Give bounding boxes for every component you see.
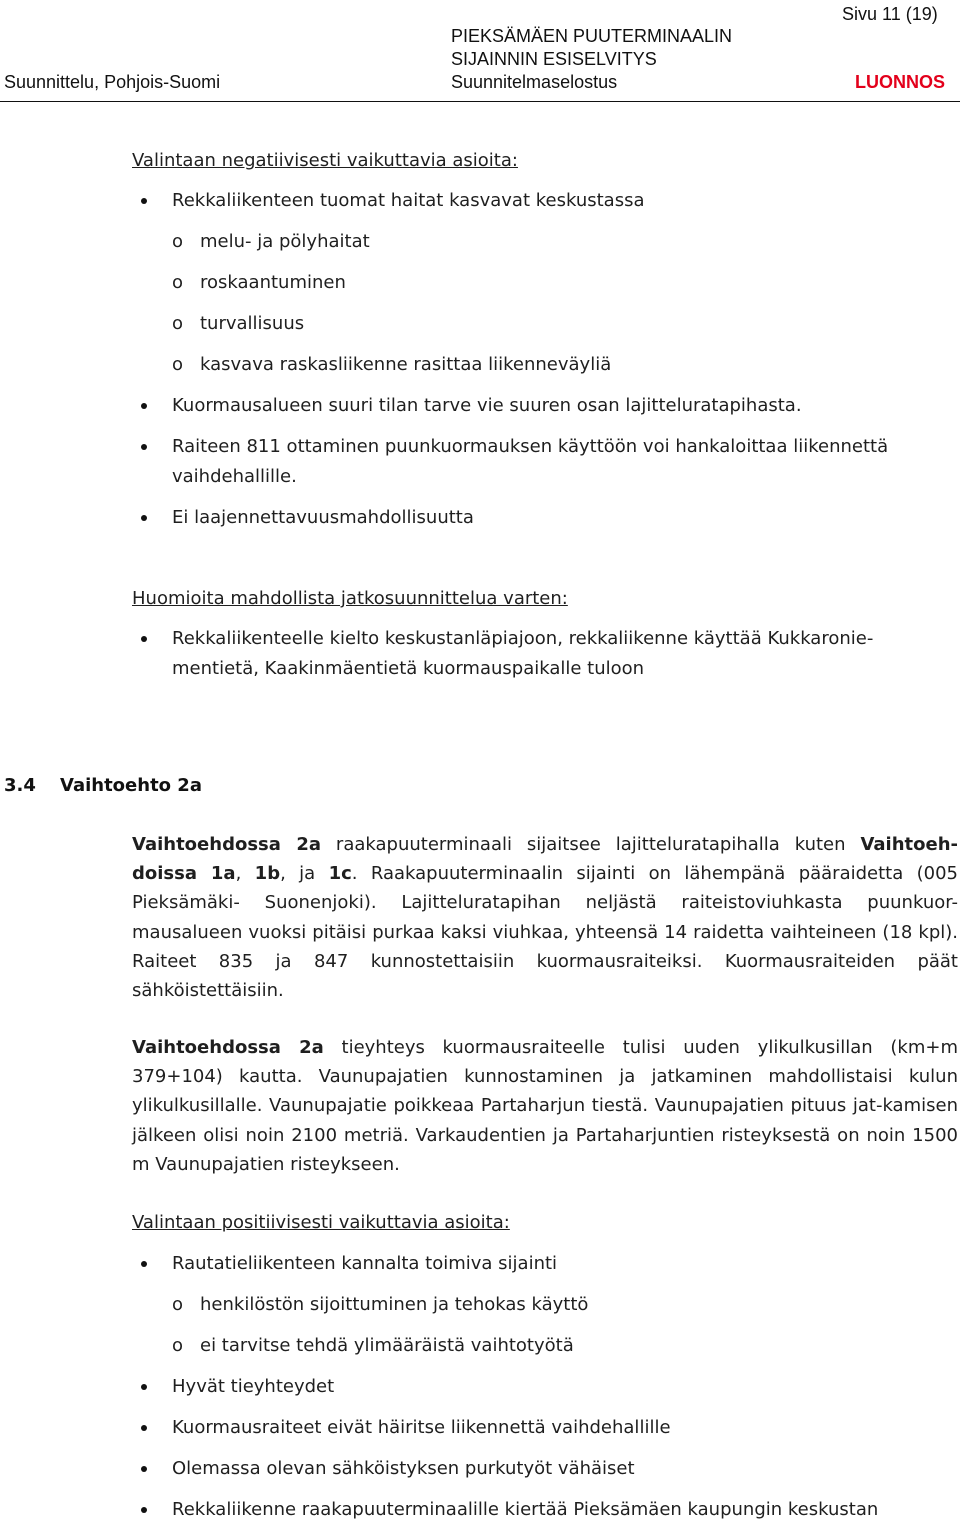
sub-bullet-icon: o bbox=[172, 1335, 184, 1356]
emphasis: Vaihtoehdossa 2a bbox=[132, 1037, 324, 1058]
sub-list-item: melu- ja pölyhaitat bbox=[200, 231, 370, 252]
page-number: Sivu 11 (19) bbox=[842, 4, 938, 24]
sub-list-item: kasvava raskasliikenne rasittaa liikenneväyliä bbox=[200, 354, 612, 375]
list-item: Olemassa olevan sähköistyksen purkutyöt vähäiset bbox=[172, 1458, 635, 1479]
list-item-continuation: mentietä, Kaakinmäentietä kuormauspaikalle tuloon bbox=[172, 658, 645, 679]
text-run: tieyhteys kuormausraiteelle tulisi uuden ylikulkusillan (km+m 379+104) kautta. Vaunupajatien kunnostaminen ja jatkaminen mahdollistaisi kulun ylikulkusillalle. Vaunupajatie poikkeaa Partaharjun tiestä. Vaunupajatien pituus jat-kamisen jälkeen olisi noin 2100 metriä. Varkaudentien ja Partaharjuntien risteyksestä on noin 1500 m Vaunupajatien risteykseen. bbox=[132, 1037, 958, 1175]
sub-bullet-icon: o bbox=[172, 231, 184, 252]
sub-bullet-icon: o bbox=[172, 354, 184, 375]
list-item: Raiteen 811 ottaminen puunkuormauksen käyttöön voi hankaloittaa liikennettä bbox=[172, 436, 889, 457]
bullet-icon bbox=[141, 1261, 147, 1267]
list-item: Rekkaliikenteelle kielto keskustanläpiajoon, rekkaliikenne käyttää Kukkaronie- bbox=[172, 628, 874, 649]
emphasis: Vaihtoehdossa 2a bbox=[132, 834, 322, 855]
sub-list-item: roskaantuminen bbox=[200, 272, 346, 293]
section-number: 3.4 bbox=[4, 775, 36, 796]
company-unit: Suunnittelu, Pohjois-Suomi bbox=[4, 72, 221, 92]
bullet-icon bbox=[141, 198, 147, 204]
sub-list-item: ei tarvitse tehdä ylimääräistä vaihtotyötä bbox=[200, 1335, 574, 1356]
bullet-icon bbox=[141, 515, 147, 521]
emphasis: 1b bbox=[254, 863, 281, 885]
bullet-icon bbox=[141, 1425, 147, 1431]
emphasis: 1c bbox=[328, 863, 352, 885]
list-item: Rautatieliikenteen kannalta toimiva sijainti bbox=[172, 1253, 558, 1274]
text-run: , ja bbox=[280, 863, 329, 885]
list-item: Hyvät tieyhteydet bbox=[172, 1376, 335, 1397]
paragraph-terminal-location bbox=[132, 830, 958, 1005]
sub-bullet-icon: o bbox=[172, 272, 184, 293]
bullet-icon bbox=[141, 1466, 147, 1472]
negative-factors-heading: Valintaan negatiivisesti vaikuttavia asioita: bbox=[132, 150, 518, 171]
sub-list-item: turvallisuus bbox=[200, 313, 305, 334]
draft-status: LUONNOS bbox=[855, 72, 945, 92]
bullet-icon bbox=[141, 636, 147, 642]
bullet-icon bbox=[141, 403, 147, 409]
list-item: Rekkaliikenne raakapuuterminaalille kiertää Pieksämäen kaupungin keskustan bbox=[172, 1499, 879, 1520]
header-divider bbox=[0, 101, 960, 102]
emphasis: Vaihtoeh-doissa 1a bbox=[132, 834, 958, 885]
list-item: Kuormausalueen suuri tilan tarve vie suuren osan lajitteluratapihasta. bbox=[172, 395, 802, 416]
text-run: , bbox=[235, 863, 255, 885]
list-item: Ei laajennettavuusmahdollisuutta bbox=[172, 507, 474, 528]
bullet-icon bbox=[141, 1507, 147, 1513]
sub-bullet-icon: o bbox=[172, 1294, 184, 1315]
bullet-icon bbox=[141, 444, 147, 450]
sub-list-item: henkilöstön sijoittuminen ja tehokas käyttö bbox=[200, 1294, 589, 1315]
list-item: Rekkaliikenteen tuomat haitat kasvavat keskustassa bbox=[172, 190, 645, 211]
paragraph-road-connection bbox=[132, 1033, 958, 1179]
sub-bullet-icon: o bbox=[172, 313, 184, 334]
text-run: raakapuuterminaali sijaitsee lajitteluratapihalla kuten bbox=[321, 834, 861, 855]
bullet-icon bbox=[141, 1384, 147, 1390]
list-item: Kuormausraiteet eivät häiritse liikennettä vaihdehallille bbox=[172, 1417, 671, 1438]
further-planning-heading: Huomioita mahdollista jatkosuunnittelua varten: bbox=[132, 588, 568, 609]
doc-type: Suunnitelmaselostus bbox=[451, 72, 618, 92]
text-run: . Raakapuuterminaalin sijainti on lähempänä pääraidetta (005 Pieksämäki- Suonenjoki). Lajitteluratapihan neljästä raiteistoviuhkasta puunkuor-mausalueen vuoksi pitäisi purkaa kaksi viuhkaa, yhteensä 14 raidetta vaihteineen (18 kpl). Raiteet 835 ja 847 kunnostettaisiin kuormausraiteiksi. Kuormausraiteiden päät sähköistettäisiin. bbox=[132, 863, 958, 1002]
doc-title-line2: SIJAINNIN ESISELVITYS bbox=[451, 49, 657, 69]
doc-title-line1: PIEKSÄMÄEN PUUTERMINAALIN bbox=[451, 26, 733, 46]
positive-factors-heading: Valintaan positiivisesti vaikuttavia asioita: bbox=[132, 1212, 510, 1233]
section-title: Vaihtoehto 2a bbox=[60, 775, 202, 796]
list-item-continuation: vaihdehallille. bbox=[172, 466, 297, 487]
